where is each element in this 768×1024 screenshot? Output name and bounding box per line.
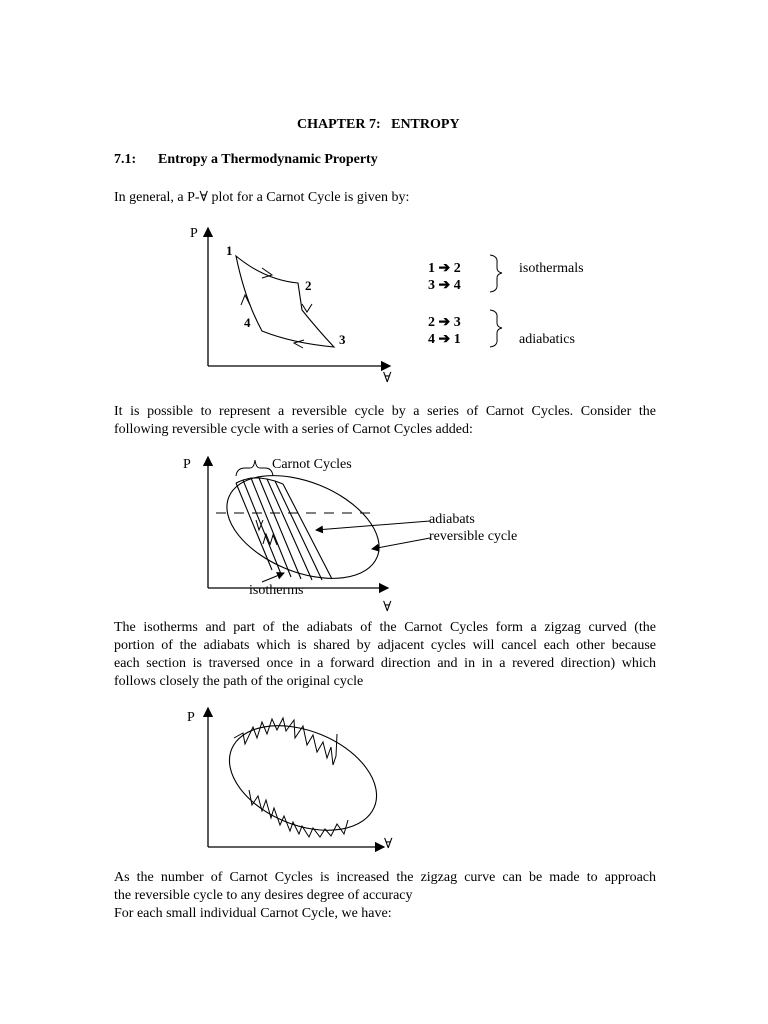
- paragraph-line: The isotherms and part of the adiabats of the Carnot Cycles form a zigzag curved (the: [114, 620, 656, 635]
- intro-text: In general, a P-∀ plot for a Carnot Cycle is given by:: [114, 190, 410, 205]
- section-title: Entropy a Thermodynamic Property: [158, 152, 378, 167]
- fig1-x-label: ∀: [383, 371, 392, 386]
- legend-isothermal-row-1: 1 ➔ 2: [428, 261, 461, 276]
- legend-isothermal-row-2: 3 ➔ 4: [428, 278, 461, 293]
- fig2-adiabats-label: adiabats: [429, 512, 475, 527]
- fig2-y-label: P: [183, 457, 191, 472]
- paragraph-individual-cycle: For each small individual Carnot Cycle, we have:: [114, 906, 392, 921]
- fig2-reversible-label: reversible cycle: [429, 529, 518, 544]
- paragraph-approximation: [114, 869, 656, 905]
- fig1-point-2: 2: [305, 278, 312, 293]
- paragraph-line: following reversible cycle with a series of Carnot Cycles added:: [114, 422, 473, 437]
- paragraph-line: portion of the adiabats which is shared by adjacent cycles will cancel each other because: [114, 638, 656, 653]
- paragraph-line: each section is traversed once in a forward direction and in in a revered direction) which: [114, 656, 656, 671]
- legend-adiabatic-label: adiabatics: [519, 332, 575, 347]
- paragraph-line: the reversible cycle to any desires degree of accuracy: [114, 888, 413, 903]
- fig1-point-1: 1: [226, 243, 233, 258]
- fig2-carnot-label: Carnot Cycles: [272, 457, 352, 472]
- chapter-title: CHAPTER 7: ENTROPY: [297, 117, 460, 132]
- fig2-isotherms-label: isotherms: [249, 583, 304, 598]
- fig3-y-label: P: [187, 710, 195, 725]
- fig1-point-3: 3: [339, 332, 346, 347]
- fig1-point-4: 4: [244, 315, 251, 330]
- paragraph-line: It is possible to represent a reversible cycle by a series of Carnot Cycles. Consider the: [114, 404, 656, 419]
- paragraph-line: As the number of Carnot Cycles is increased the zigzag curve can be made to approach: [114, 870, 656, 885]
- fig2-x-label: ∀: [383, 600, 392, 615]
- legend-adiabatic-row-1: 2 ➔ 3: [428, 315, 461, 330]
- fig3-x-label: ∀: [384, 837, 393, 852]
- section-number: 7.1:: [114, 152, 137, 167]
- legend-adiabatic-row-2: 4 ➔ 1: [428, 332, 461, 347]
- legend-isothermal-label: isothermals: [519, 261, 584, 276]
- paragraph-line: follows closely the path of the original cycle: [114, 674, 364, 689]
- fig1-y-label: P: [190, 226, 198, 241]
- fig3-zigzag-top: [234, 718, 337, 765]
